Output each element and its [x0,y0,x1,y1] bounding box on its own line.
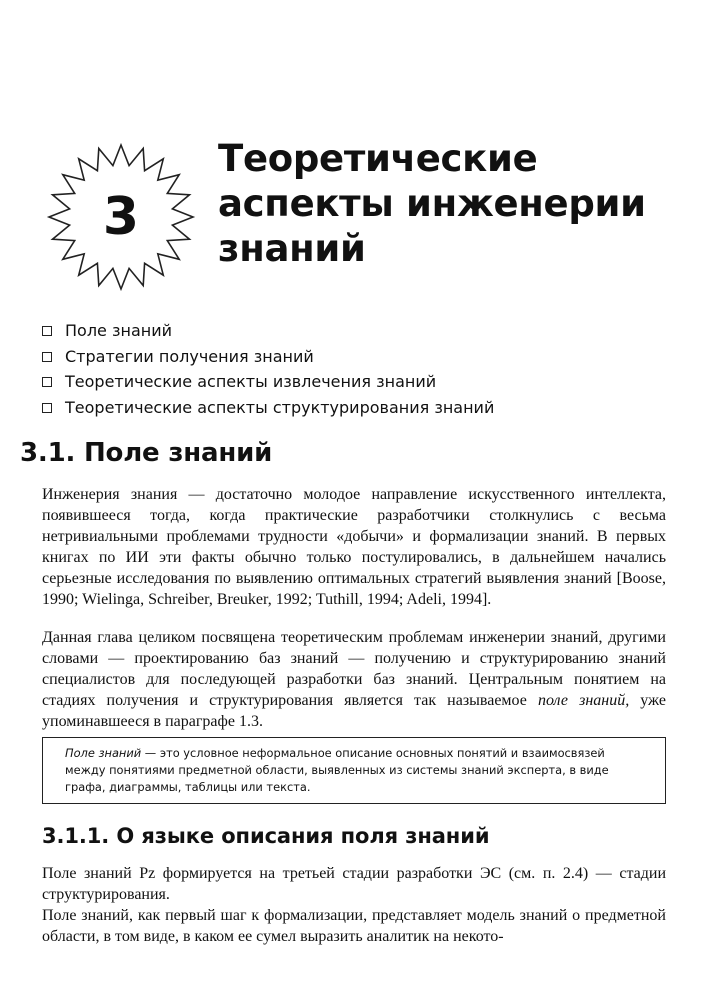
definition-box [42,737,666,804]
subsection-paragraph-2: Поле знаний, как первый шаг к формализации, представляет модель знаний о предметной области, в том виде, в каком ее сумел выразить аналитик на некото- [42,907,666,945]
section-paragraph-1: Инженерия знания — достаточно молодое направление искусственного интеллекта, появившееся тогда, когда практические разработчики столкнулись с весьма нетривиальными проблемами трудности «добычи» и формализации знаний. В первых книгах по ИИ эти факты обычно только постулировались, в дальнейшем начались серьезные исследования по выявлению оптимальных стратегий выявления знаний [Boose, 1990; Wielinga, Schreiber, Breuker, 1992; Tuthill, 1994; Adeli, 1994]. [42,486,666,608]
contents-item-label: Поле знаний [65,321,173,340]
chapter-title-line-1: Теоретические [218,137,538,180]
square-bullet-icon [42,403,52,413]
square-bullet-icon [42,352,52,362]
contents-item [42,344,494,370]
subsection-paragraph-1: Поле знаний Pz формируется на третьей стадии разработки ЭС (см. п. 2.4) — стадии структурирования. [42,865,666,903]
chapter-title-line-2: аспекты инженерии [218,182,646,225]
paragraph-text: уже упоминавшееся в параграфе 1.3. [42,692,667,730]
definition-term: Поле знаний [65,746,142,760]
chapter-title [218,136,688,271]
section-paragraph-2 [42,627,666,732]
key-term: поле знаний, [537,692,630,709]
chapter-contents-list [42,318,494,420]
contents-item [42,395,494,421]
contents-item [42,318,494,344]
definition-text: — это условное неформальное описание основных понятий и взаимосвязей между понятиями предметной области, выявленных из системы знаний эксперта, в виде графа, диаграммы, таблицы или текста. [65,746,609,794]
paragraph-text: Данная глава целиком посвящена теоретическим проблемам инженерии знаний, другими словами — проектированию баз знаний — получению и структурированию знаний специалистов для последующей разработки баз знаний. Центральным понятием на стадиях получения и структурирования является так называемое [42,629,666,709]
square-bullet-icon [42,377,52,387]
square-bullet-icon [42,326,52,336]
subsection-heading: 3.1.1. О языке описания поля знаний [42,824,490,848]
chapter-number: 3 [102,187,140,247]
contents-item-label: Теоретические аспекты структурирования знаний [65,397,495,417]
chapter-title-line-3: знаний [218,227,366,270]
contents-item-label: Стратегии получения знаний [65,346,314,366]
chapter-badge [46,142,196,292]
contents-item-label: Теоретические аспекты извлечения знаний [65,372,437,391]
contents-item [42,369,494,395]
section-heading: 3.1. Поле знаний [20,438,273,468]
